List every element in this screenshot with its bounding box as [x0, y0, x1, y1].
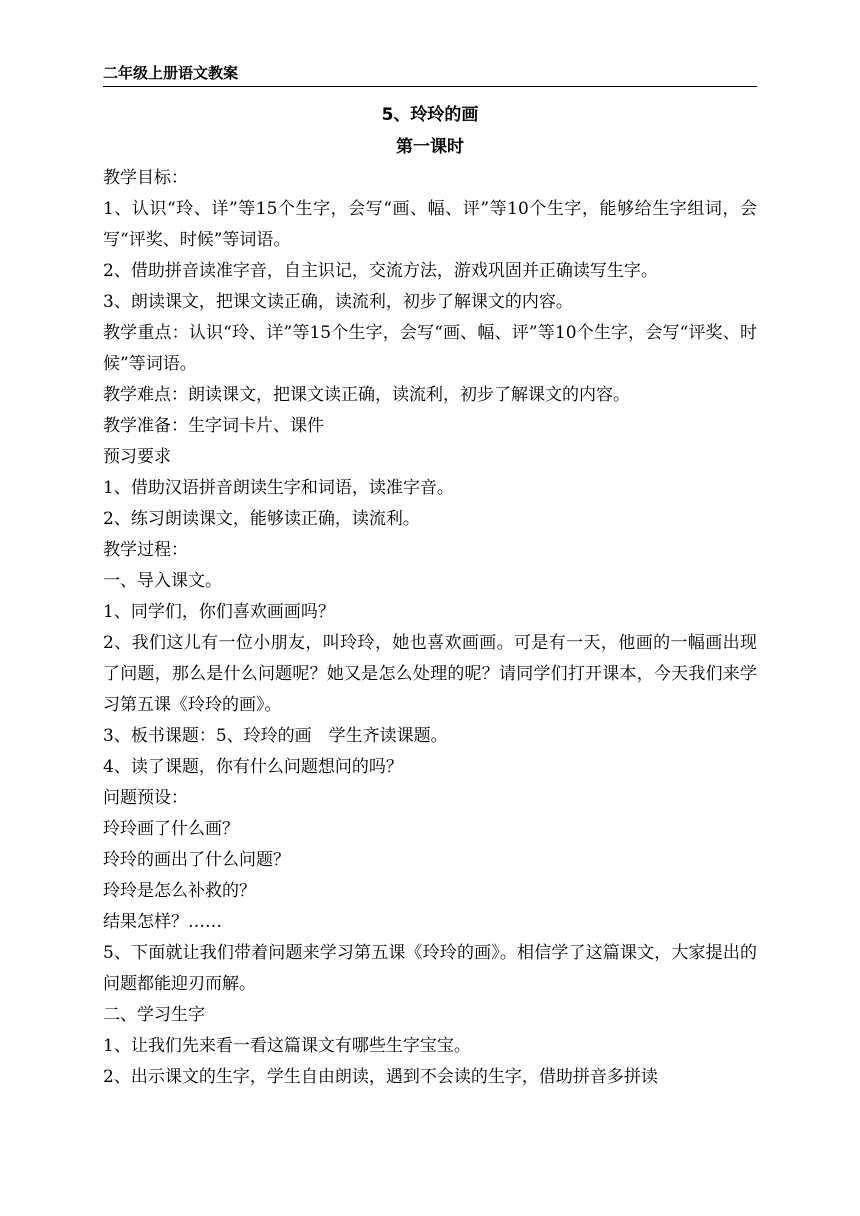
paragraph: 二、学习生字: [103, 1005, 205, 1025]
paragraph: 1、让我们先来看一看这篇课文有哪些生字宝宝。: [103, 1036, 471, 1056]
paragraph: 2、练习朗读课文，能够读正确，读流利。: [103, 509, 420, 529]
paragraph: 玲玲的画出了什么问题？: [103, 850, 290, 870]
paragraph: 一、导入课文。: [103, 571, 222, 591]
paragraph: 4、读了课题，你有什么问题想问的吗？: [103, 757, 403, 777]
paragraph: 教学过程：: [103, 540, 188, 560]
lesson-subtitle: 第一课时: [396, 137, 464, 157]
paragraph: 教学难点：朗读课文，把课文读正确，读流利，初步了解课文的内容。: [103, 385, 630, 405]
paragraph: 预习要求: [103, 447, 171, 467]
paragraph: 教学重点：认识“玲、详”等15个生字，会写“画、幅、评”等10个生字，会写“评奖、时候”等词语。: [103, 323, 757, 374]
paragraph: 玲玲是怎么补救的？: [103, 881, 256, 901]
paragraph: 5、下面就让我们带着问题来学习第五课《玲玲的画》。相信学了这篇课文，大家提出的问题都能迎刃而解。: [103, 943, 757, 994]
paragraph: 1、同学们，你们喜欢画画吗？: [103, 602, 335, 622]
paragraph: 2、我们这儿有一位小朋友，叫玲玲，她也喜欢画画。可是有一天，他画的一幅画出现了问题，那么是什么问题呢？她又是怎么处理的呢？请同学们打开课本，今天我们来学习第五课《玲玲的画》。: [103, 633, 757, 715]
paragraph: 1、借助汉语拼音朗读生字和词语，读准字音。: [103, 478, 454, 498]
paragraph: 2、出示课文的生字，学生自由朗读，遇到不会读的生字，借助拼音多拼读: [103, 1067, 658, 1087]
paragraph: 2、借助拼音读准字音，自主识记，交流方法，游戏巩固并正确读写生字。: [103, 261, 658, 281]
paragraph: 问题预设：: [103, 788, 188, 808]
paragraph: 结果怎样？……: [103, 912, 222, 932]
paragraph: 玲玲画了什么画？: [103, 819, 239, 839]
paragraph: 3、朗读课文，把课文读正确，读流利，初步了解课文的内容。: [103, 292, 573, 312]
paragraph: 1、认识“玲、详”等15个生字，会写“画、幅、评”等10个生字，能够给生字组词，会写“评奖、时候”等词语。: [103, 199, 757, 250]
lesson-title: 5、玲玲的画: [381, 105, 479, 125]
document-body: [103, 99, 757, 1093]
paragraph: 教学目标：: [103, 168, 188, 188]
paragraph: 3、板书课题：5、玲玲的画 学生齐读课题。: [103, 726, 448, 746]
paragraph: 教学准备：生字词卡片、课件: [103, 416, 324, 436]
page-header: 二年级上册语文教案: [103, 62, 757, 87]
